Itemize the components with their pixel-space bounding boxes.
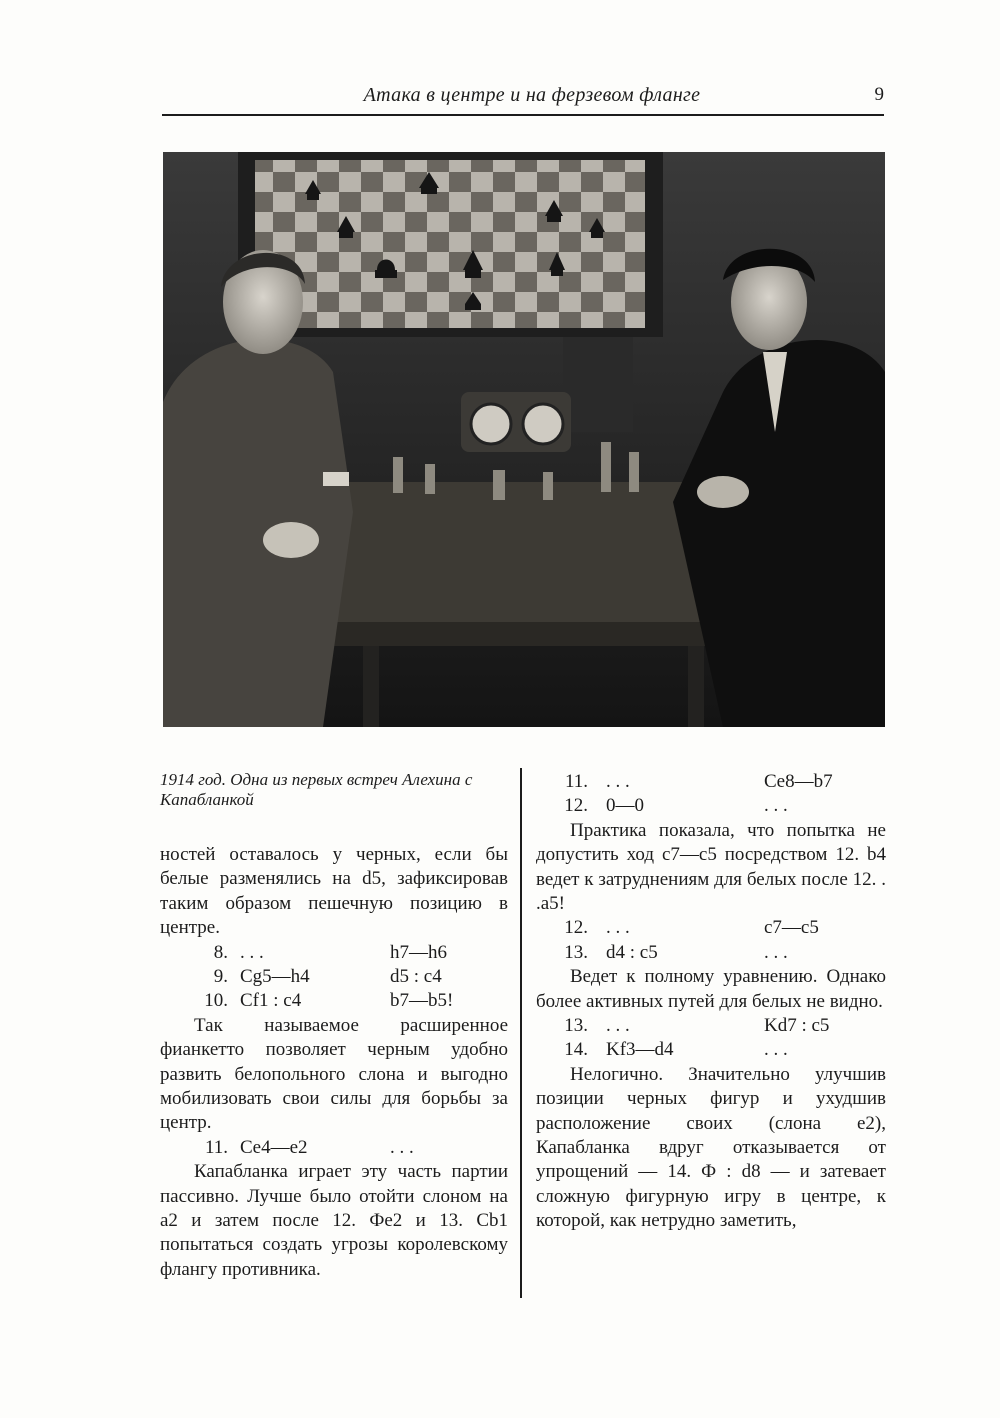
left-column: [160, 843, 508, 1282]
paragraph: Так называемое расширенное фианкетто позволяет черным удобно развить белопольного слона и выгодно мобилизовать свои силы для борьбы за центр.: [160, 1014, 508, 1134]
white-move: . . .: [240, 941, 264, 963]
white-move: Cf1 : c4: [240, 990, 302, 1012]
black-move: b7—b5!: [390, 990, 454, 1012]
move-number: 8.: [213, 941, 228, 963]
white-move: . . .: [606, 771, 630, 792]
move-row: [536, 794, 886, 818]
move-number: 14.: [564, 1039, 588, 1061]
photo-caption: 1914 год. Одна из первых встреч Алехина с Капабланкой: [160, 770, 473, 809]
paragraph: Нелогично. Значительно улучшив позиции черных фигур и ухудшив расположение своих (слона e2), Капабланка вдруг отказывается от упрощений — 14. Ф : d8 — и затевает сложную фигурную игру в центре, к которой, как нетрудно заметить,: [536, 1063, 886, 1232]
move-row: [160, 965, 508, 989]
white-move: . . .: [606, 917, 630, 939]
paragraph: Ведет к полному уравнению. Однако более активных путей для белых не видно.: [536, 966, 886, 1012]
move-row: [536, 1038, 886, 1062]
move-list: [536, 916, 886, 965]
black-move: Ce8—b7: [764, 771, 833, 792]
running-header: [162, 84, 884, 114]
column-divider: [520, 768, 522, 1298]
black-move: . . .: [764, 795, 788, 817]
move-number: 9.: [213, 966, 228, 988]
paragraph: Практика показала, что попытка не допустить ход c7—c5 посредством 12. b4 ведет к затруднениям для белых после 12. . .a5!: [536, 819, 886, 914]
move-row: [160, 941, 508, 965]
white-move: Cg5—h4: [240, 966, 310, 988]
white-move: . . .: [606, 1015, 630, 1036]
move-number: 12.: [564, 795, 588, 817]
move-number: 11.: [204, 1136, 228, 1158]
move-list: [536, 1014, 886, 1063]
paragraph: Капабланка играет эту часть партии пассивно. Лучше было отойти слоном на a2 и затем после 12. Фe2 и 13. Cb1 попытаться создать угрозы королевскому флангу противника.: [160, 1161, 508, 1280]
move-row: [160, 1136, 508, 1160]
paragraph: ностей оставалось у черных, если бы белые разменялись на d5, зафиксировав таким образом пешечную позицию в центре.: [160, 844, 508, 939]
move-number: 11.: [564, 771, 588, 792]
photograph: [163, 152, 885, 727]
move-list: [160, 1136, 508, 1160]
black-move: Kd7 : c5: [764, 1015, 830, 1036]
move-row: [160, 989, 508, 1013]
page-number: 9: [874, 84, 884, 105]
move-row: [536, 770, 886, 794]
move-number: 13.: [564, 1015, 588, 1036]
header-rule: [162, 114, 884, 116]
move-number: 12.: [564, 917, 588, 939]
black-move: . . .: [390, 1136, 414, 1158]
white-move: 0—0: [606, 795, 644, 817]
black-move: c7—c5: [764, 917, 819, 939]
move-row: [536, 1014, 886, 1038]
move-number: 13.: [564, 941, 588, 963]
black-move: h7—h6: [390, 941, 447, 963]
move-row: [536, 916, 886, 940]
move-list: [160, 941, 508, 1014]
photo-illustration: [163, 152, 885, 727]
move-row: [536, 941, 886, 965]
right-column: [536, 770, 886, 1234]
running-title: Атака в центре и на ферзевом фланге: [363, 84, 701, 106]
black-move: d5 : c4: [390, 966, 442, 988]
move-number: 10.: [204, 990, 228, 1012]
black-move: . . .: [764, 941, 788, 963]
move-list: [536, 770, 886, 819]
white-move: d4 : c5: [606, 941, 658, 963]
white-move: Ce4—e2: [240, 1136, 308, 1158]
black-move: . . .: [764, 1039, 788, 1061]
white-move: Kf3—d4: [606, 1039, 674, 1061]
